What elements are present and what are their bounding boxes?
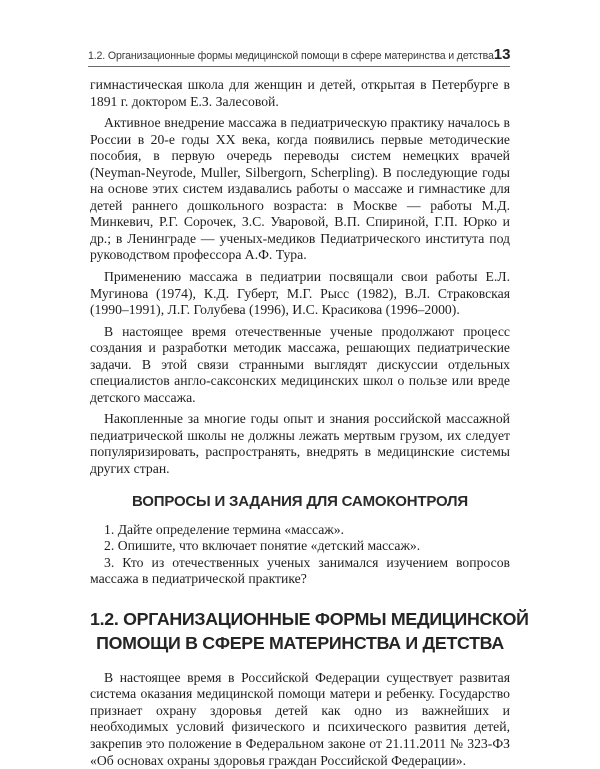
section-title [90, 607, 529, 655]
paragraph-pediatric-works: Применению массажа в педиатрии посвящали свои работы Е.Л. Мугинова (1974), К.Д. Губерт, М.Г. Рысс (1982), В.Л. Страковская (1990–1991), Л.Г. Голубева (1996), И.С. Красикова (1996–2000). [90, 269, 510, 318]
self-control-heading: ВОПРОСЫ И ЗАДАНИЯ ДЛЯ САМОКОНТРОЛЯ [132, 492, 468, 510]
question-item: 1. Дайте определение термина «массаж». [104, 521, 345, 537]
page-number: 13 [493, 46, 511, 63]
paragraph-accumulated-experience: Накопленные за многие годы опыт и знания российской массажной педиатрической школы не должны лежать мертвым грузом, их следует популяризировать, распространять, внедрять в медицинские системы других стран. [90, 411, 510, 477]
page-body [90, 77, 529, 769]
paragraph-continued: гимнастическая школа для женщин и детей, открытая в Петербурге в 1891 г. доктором Е.З. Залесовой. [90, 77, 510, 109]
paragraph-current-research: В настоящее время отечественные ученые продолжают процесс создания и разработки методик массажа, решающих педиатрические задачи. В этой связи странными выглядят дискуссии отдельных специалистов англо-саксонских медицинских школ о пользе или вреде детского массажа. [90, 323, 510, 405]
section-title-line: ПОМОЩИ В СФЕРЕ МАТЕРИНСТВА И ДЕТСТВА [96, 632, 504, 653]
page-header [88, 40, 510, 67]
paragraph-massage-history: Активное внедрение массажа в педиатрическую практику началось в России в 20-е годы XX века, когда появились первые методические пособия, в первую очередь переводы систем немецких врачей (Neyman-Neyrode, Muller, Silbergorn, Scherpling). В последующие годы на основе этих систем издавались работы о массаже и гимнастике для детей раннего дошкольного возраста: в Москве — работы М.Д. Минкевич, Р.Г. Сорочек, З.С. Уваровой, В.П. Спириной, Г.П. Юрко и др.; в Ленинграде — ученых-медиков Педиатрического института под руководством профессора А.Ф. Тура. [90, 115, 510, 263]
paragraph-section-intro: В настоящее время в Российской Федерации существует развитая система оказания медицинской помощи матери и ребенку. Государство признает охрану здоровья детей как одно из важнейших и необходимых условий физического и психического развития детей, закрепив это положение в Федеральном законе от 21.11.2011 № 323-ФЗ «Об основах охраны здоровья граждан Российской Федерации». [90, 669, 510, 768]
section-title-line: 1.2. ОРГАНИЗАЦИОННЫЕ ФОРМЫ МЕДИЦИНСКОЙ [90, 608, 529, 629]
question-item: 3. Кто из отечественных ученых занимался изучением вопросов массажа в педиатрической практике? [90, 554, 510, 587]
question-item: 2. Опишите, что включает понятие «детский массаж». [104, 538, 421, 554]
running-head: 1.2. Организационные формы медицинской помощи в сфере материнства и детства [88, 50, 494, 62]
self-control-questions [90, 522, 510, 588]
